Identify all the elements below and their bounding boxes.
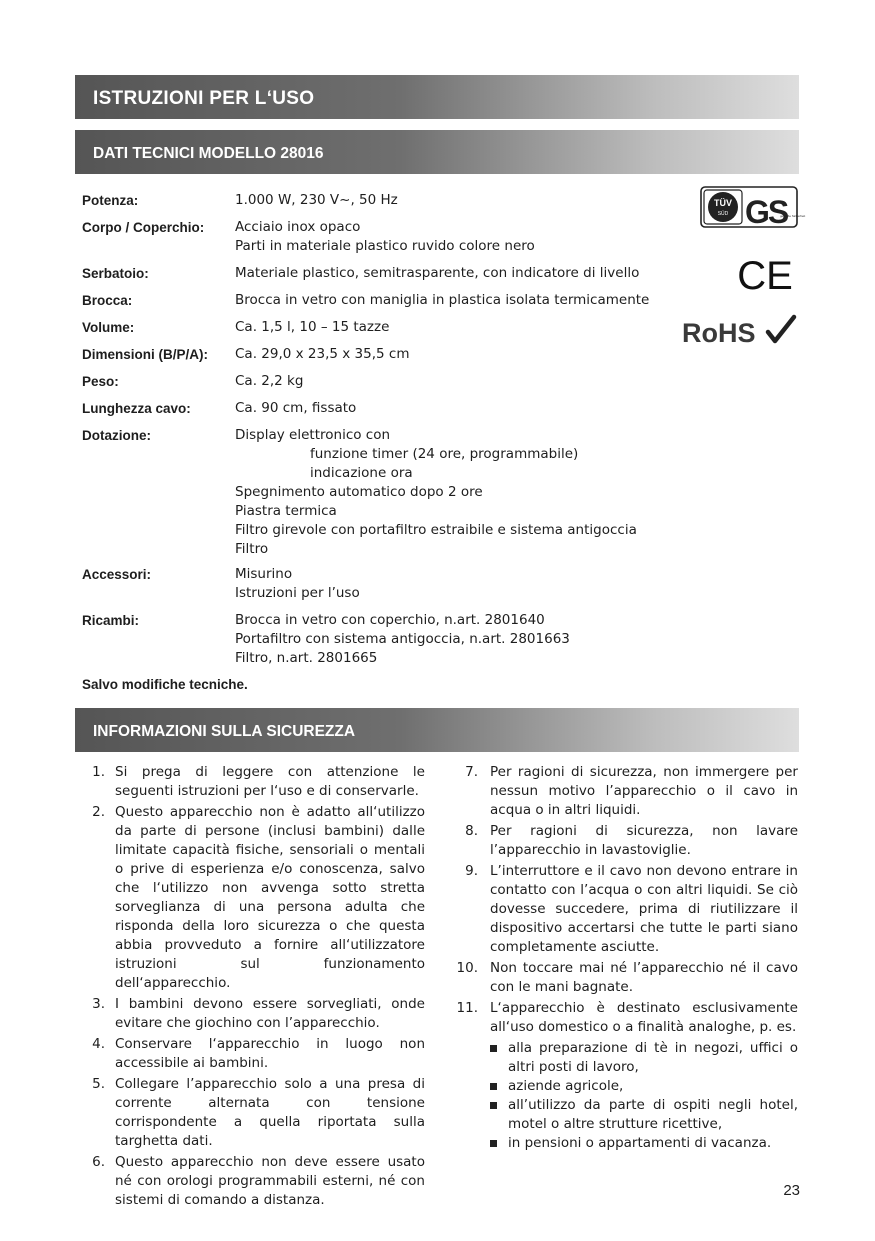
item-text: Collegare l’apparecchio solo a una presa di corrente alternata con tensione corrispondente a quella riportata sulla targhetta dati. [115,1076,425,1149]
safety-list-right [448,763,798,1153]
sub-item-text: in pensioni o appartamenti di vacanza. [508,1135,772,1151]
item-number: 7. [465,764,478,780]
square-bullet-icon [490,1077,508,1096]
spec-value: Spegnimento automatico dopo 2 ore [235,484,483,500]
gs-text: GS [745,194,788,230]
spec-label: Dotazione: [82,428,151,443]
spec-value: Ca. 1,5 l, 10 – 15 tazze [235,319,390,335]
item-number: 3. [92,996,105,1012]
spec-value: Filtro, n.art. 2801665 [235,650,378,666]
tuv-text: TÜV [714,198,732,208]
sub-item-text: aziende agricole, [508,1078,624,1094]
list-item [448,959,798,997]
item-number: 6. [92,1154,105,1170]
item-text: L‘apparecchio è destinato esclusivamente all‘uso domestico o a finalità analoghe, p. es. [490,1000,798,1035]
item-text: Per ragioni di sicurezza, non immergere per nessun motivo l’apparecchio o il cavo in acqua o in altri liquidi. [490,764,798,818]
spec-title: DATI TECNICI MODELLO 28016 [93,145,324,162]
spec-label: Potenza: [82,193,139,208]
gs-small-text: geprüfte Sicherheit [780,214,806,218]
sub-list-item [490,1039,798,1077]
spec-label: Brocca: [82,293,133,308]
spec-label: Serbatoio: [82,266,149,281]
list-item [448,763,798,820]
spec-value: Filtro [235,541,269,557]
spec-value: Acciaio inox opaco [235,219,361,235]
sub-list-item [490,1096,798,1134]
sub-item-text: alla preparazione di tè in negozi, uffici o altri posti di lavoro, [508,1040,798,1075]
technical-note: Salvo modifiche tecniche. [82,677,248,692]
square-bullet-icon [490,1096,508,1134]
safety-list-left [75,763,425,1212]
spec-value: Ca. 29,0 x 23,5 x 35,5 cm [235,346,410,362]
spec-value: Istruzioni per l’uso [235,585,360,601]
spec-label: Volume: [82,320,135,335]
tuv-gs-logo [700,186,806,230]
spec-value: Ca. 90 cm, fissato [235,400,357,416]
spec-value: Brocca in vetro con coperchio, n.art. 2801640 [235,612,545,628]
sub-list [448,1039,798,1153]
spec-label: Corpo / Coperchio: [82,220,205,235]
list-item [75,995,425,1033]
spec-label: Peso: [82,374,119,389]
ce-text: CE [737,254,793,298]
spec-value: Filtro girevole con portafiltro estraibile e sistema antigoccia [235,522,637,538]
rohs-text: RoHS [682,318,756,348]
spec-value: Display elettronico con [235,427,391,443]
item-text: I bambini devono essere sorvegliati, onde evitare che giochino con l’apparecchio. [115,996,425,1031]
spec-label: Dimensioni (B/P/A): [82,347,209,362]
list-item [448,822,798,860]
item-number: 8. [465,823,478,839]
spec-label: Lunghezza cavo: [82,401,191,416]
spec-title-bar [75,130,799,174]
spec-value: funzione timer (24 ore, programmabile) [310,446,579,462]
main-title-bar [75,75,799,119]
item-number: 11. [456,1000,478,1016]
list-item [75,1035,425,1073]
spec-label: Accessori: [82,567,152,582]
checkmark-icon [768,317,794,341]
rohs-logo [682,314,798,350]
item-text: Si prega di leggere con attenzione le seguenti istruzioni per l‘uso e di conservarle. [115,764,425,799]
list-item [75,1153,425,1210]
item-number: 1. [92,764,105,780]
item-text: L’interruttore e il cavo non devono entrare in contatto con l’acqua o con altri liquidi. Se ciò dovesse succedere, prima di riutilizzare il dispositivo accertarsi che tutte le parti siano completamente asciutte. [490,863,798,955]
item-text: Per ragioni di sicurezza, non lavare l’apparecchio in lavastoviglie. [490,823,798,858]
spec-value: indicazione ora [310,465,413,481]
spec-value: Piastra termica [235,503,337,519]
spec-value: Brocca in vetro con maniglia in plastica isolata termicamente [235,292,650,308]
spec-value: Materiale plastico, semitrasparente, con indicatore di livello [235,265,640,281]
spec-value: 1.000 W, 230 V~, 50 Hz [235,192,398,208]
spec-value: Ca. 2,2 kg [235,373,304,389]
item-text: Non toccare mai né l’apparecchio né il cavo con le mani bagnate. [490,960,798,995]
item-number: 5. [92,1076,105,1092]
list-item [448,862,798,957]
spec-label: Ricambi: [82,613,140,628]
sub-item-text: all’utilizzo da parte di ospiti negli hotel, motel o altre strutture ricettive, [508,1097,798,1132]
square-bullet-icon [490,1039,508,1077]
sub-list-item [490,1134,798,1153]
main-title: ISTRUZIONI PER L‘USO [93,88,315,109]
safety-title-bar [75,708,799,752]
item-number: 10. [456,960,478,976]
spec-value: Misurino [235,566,293,582]
item-text: Questo apparecchio non deve essere usato né con orologi programmabili esterni, né con sistemi di comando a distanza. [115,1154,425,1208]
spec-value: Parti in materiale plastico ruvido colore nero [235,238,535,254]
list-item [75,803,425,993]
ce-mark-logo [735,253,795,298]
tuv-sub-text: SÜD [717,211,729,217]
sub-list-item [490,1077,798,1096]
item-number: 9. [465,863,478,879]
item-text: Questo apparecchio non è adatto all‘utilizzo da parte di persone (inclusi bambini) dalle limitate capacità fisiche, sensoriali o mentali o prive di esperienza e/o conoscenza, salvo che l‘utilizzo non avvenga sotto stretta sorveglianza di una persona adulta che risponda della loro sicurezza o che questa abbia provveduto a fornire all‘utilizzatore istruzioni sul funzionamento dell‘apparecchio. [115,804,425,991]
safety-title: INFORMAZIONI SULLA SICUREZZA [93,723,356,740]
page-number: 23 [783,1182,800,1199]
list-item [75,763,425,801]
list-item [75,1075,425,1151]
list-item [448,999,798,1037]
item-number: 4. [92,1036,105,1052]
spec-value: Portafiltro con sistema antigoccia, n.art. 2801663 [235,631,570,647]
square-bullet-icon [490,1134,508,1153]
item-number: 2. [92,804,105,820]
item-text: Conservare l‘apparecchio in luogo non accessibile ai bambini. [115,1036,425,1071]
